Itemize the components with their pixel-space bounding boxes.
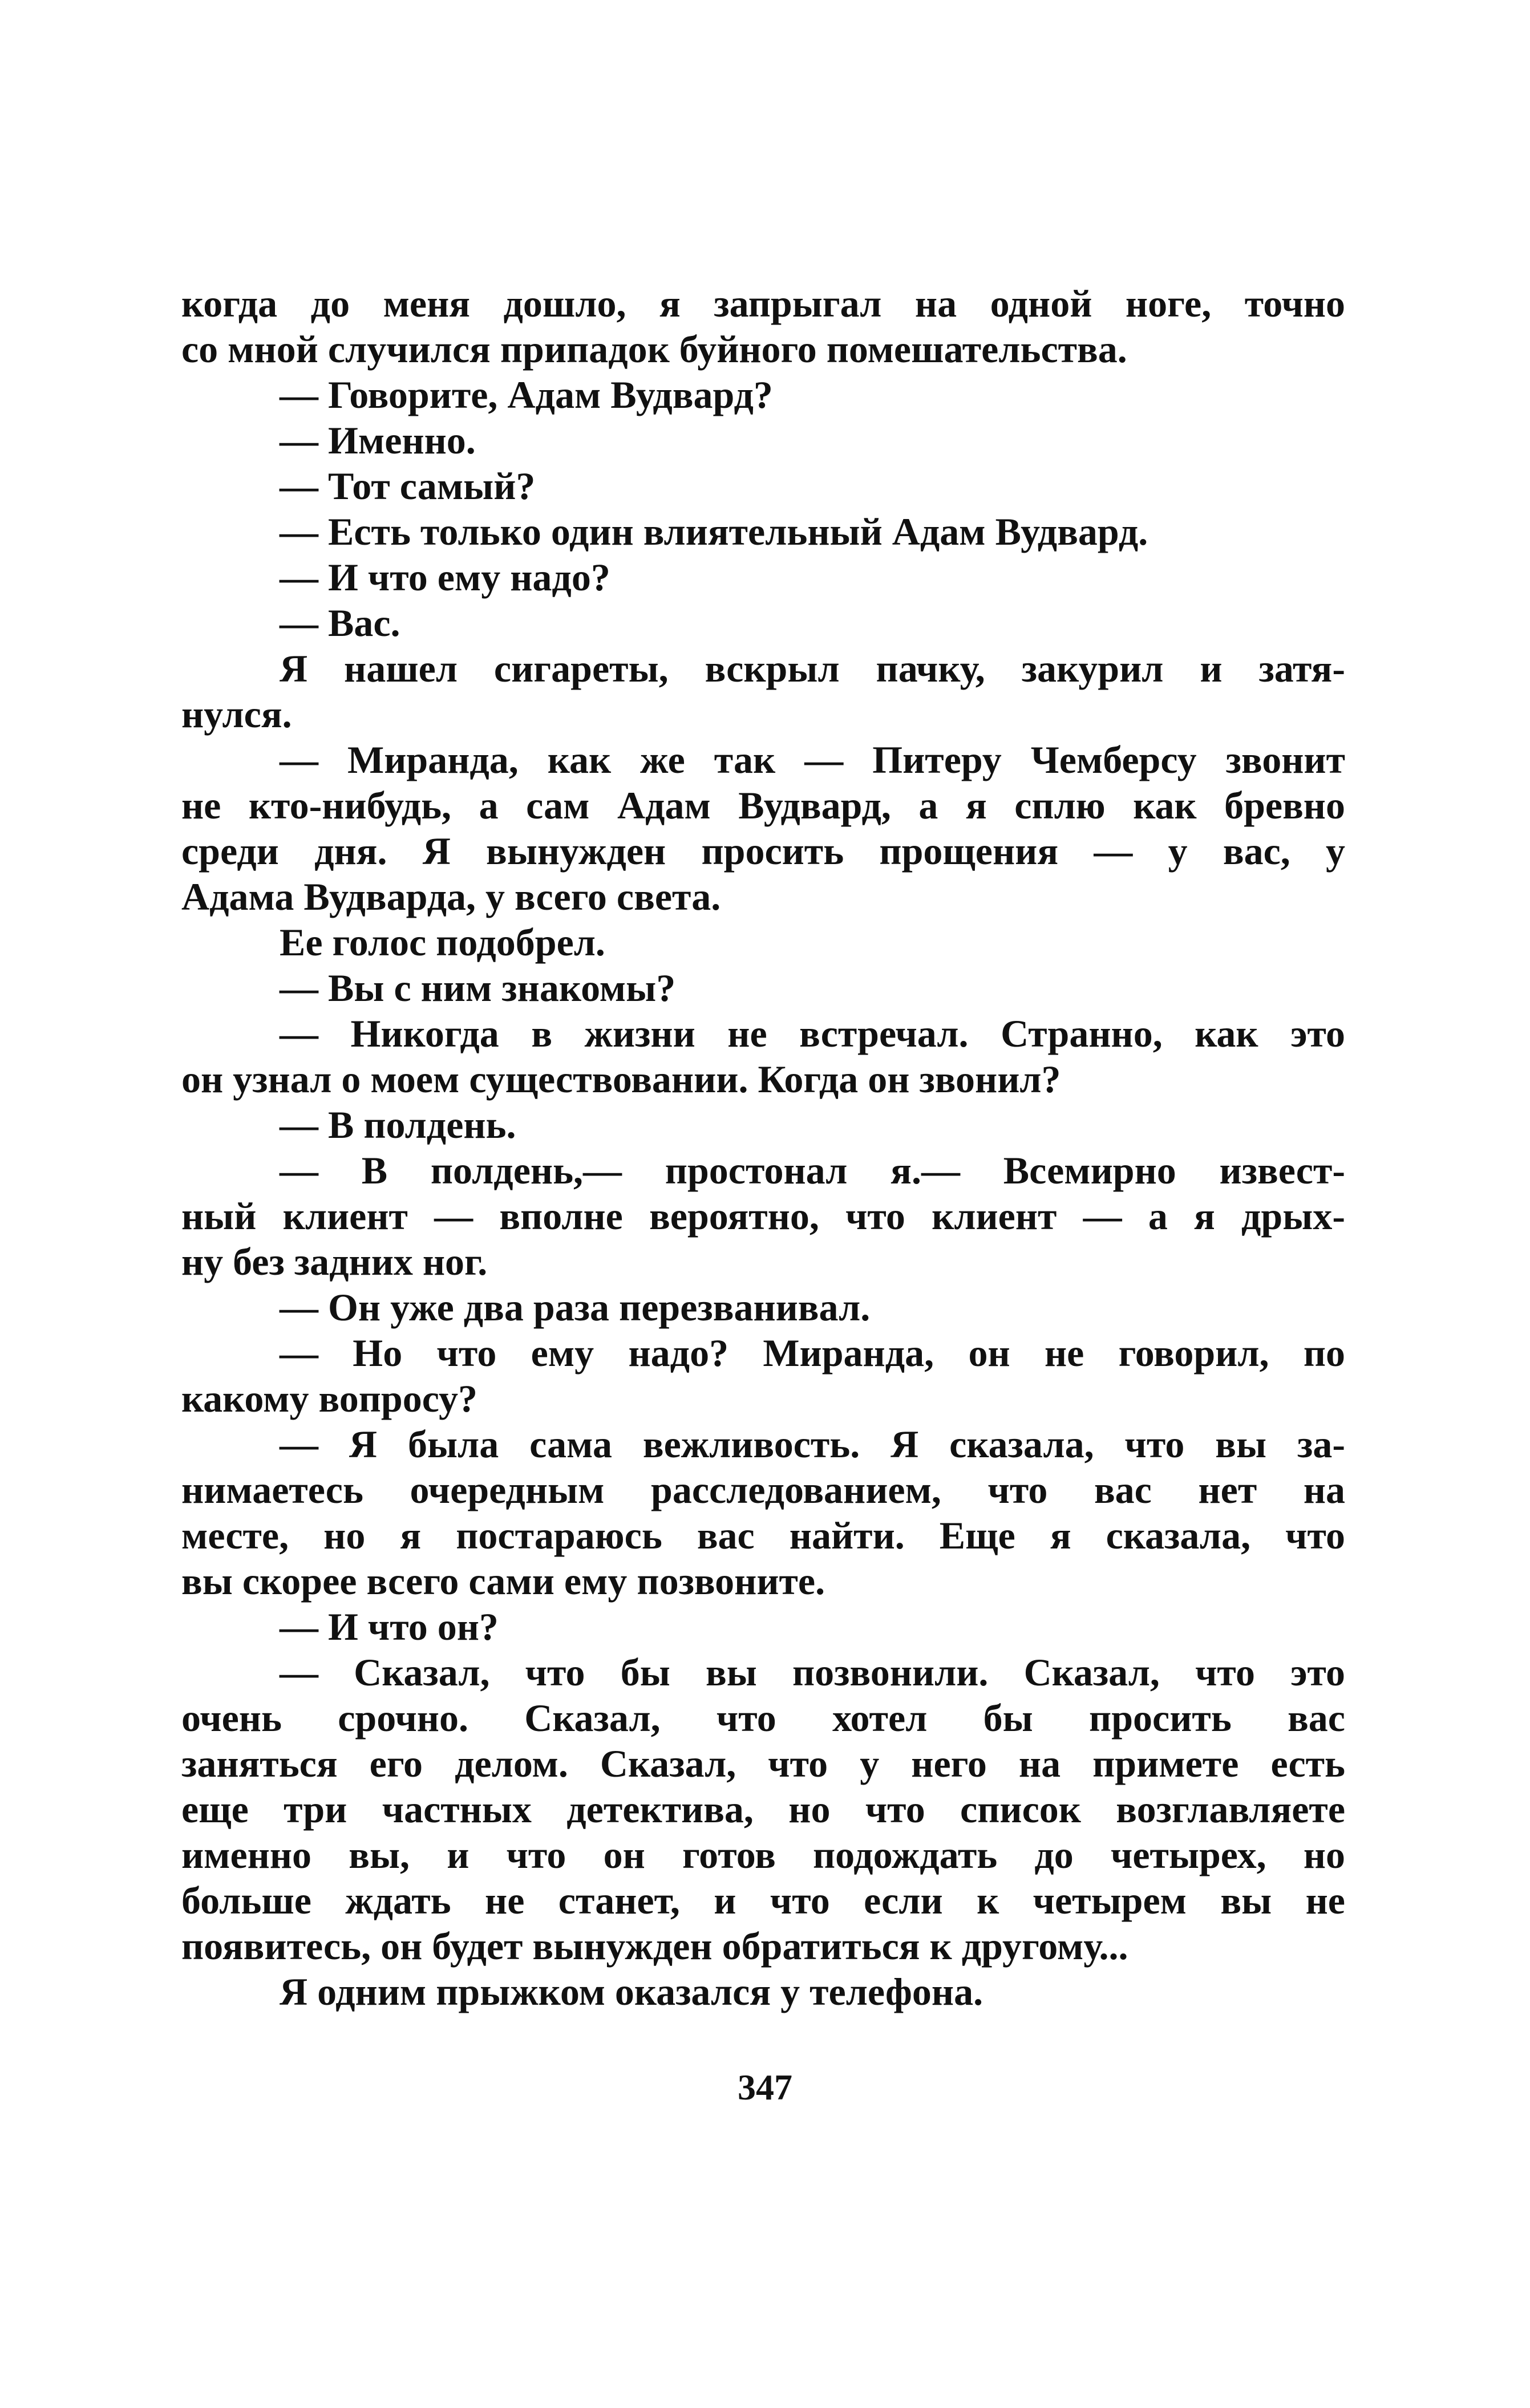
dialogue-line: — В полдень,— простонал я.— Всемирно извест- (280, 1149, 1345, 1192)
page-number: 347 (738, 2067, 792, 2107)
text-line: среди дня. Я вынужден просить прощения — у вас, у (181, 829, 1345, 873)
text-line: Адама Вудварда, у всего света. (181, 875, 721, 918)
text-line: ну без задних ног. (181, 1240, 488, 1283)
dialogue-line: — Никогда в жизни не встречал. Странно, как это (280, 1012, 1345, 1055)
text-line: не кто-нибудь, а сам Адам Вудвард, а я сплю как бревно (181, 784, 1345, 827)
text-line: ный клиент — вполне вероятно, что клиент — а я дрых- (181, 1194, 1345, 1238)
dialogue-line: — Есть только один влиятельный Адам Вудвард. (280, 510, 1148, 553)
dialogue-line: — Тот самый? (280, 464, 536, 508)
dialogue-line: — Но что ему надо? Миранда, он не говорил, по (280, 1331, 1345, 1375)
text-line: появитесь, он будет вынужден обратиться к другому... (181, 1924, 1128, 1968)
dialogue-line: — Вас. (280, 601, 400, 644)
text-line: заняться его делом. Сказал, что у него на примете есть (181, 1742, 1345, 1785)
text-line: со мной случился припадок буйного помешательства. (181, 327, 1127, 371)
text-line: Я нашел сигареты, вскрыл пачку, закурил и затя- (280, 647, 1345, 690)
dialogue-line: — И что ему надо? (280, 556, 610, 599)
dialogue-line: — Именно. (280, 419, 476, 462)
dialogue-line: — Вы с ним знакомы? (280, 966, 676, 1010)
dialogue-line: — Я была сама вежливость. Я сказала, что вы за- (280, 1422, 1345, 1466)
text-line: еще три частных детектива, но что список возглавляете (181, 1787, 1345, 1831)
text-line: какому вопросу? (181, 1377, 477, 1420)
dialogue-line: — Миранда, как же так — Питеру Чемберсу звонит (280, 738, 1345, 781)
text-line: именно вы, и что он готов подождать до четырех, но (181, 1833, 1345, 1876)
text-line: вы скорее всего сами ему позвоните. (181, 1559, 825, 1603)
text-line: больше ждать не станет, и что если к четырем вы не (181, 1879, 1345, 1922)
text-line: он узнал о моем существовании. Когда он звонил? (181, 1057, 1061, 1101)
text-line: Ее голос подобрел. (280, 921, 605, 964)
text-line: когда до меня дошло, я запрыгал на одной ноге, точно (181, 282, 1345, 325)
text-line: нулся. (181, 692, 292, 736)
dialogue-line: — Сказал, что бы вы позвонили. Сказал, что это (280, 1651, 1345, 1694)
text-line: Я одним прыжком оказался у телефона. (280, 1970, 983, 2013)
text-line: очень срочно. Сказал, что хотел бы просить вас (181, 1696, 1345, 1740)
dialogue-line: — Говорите, Адам Вудвард? (280, 373, 773, 416)
body-text (181, 281, 1345, 2014)
text-line: нимаетесь очередным расследованием, что вас нет на (181, 1468, 1345, 1511)
dialogue-line: — И что он? (280, 1605, 499, 1648)
text-line: месте, но я постараюсь вас найти. Еще я сказала, что (181, 1514, 1345, 1557)
dialogue-line: — В полдень. (280, 1103, 516, 1146)
dialogue-line: — Он уже два раза перезванивал. (280, 1286, 871, 1329)
